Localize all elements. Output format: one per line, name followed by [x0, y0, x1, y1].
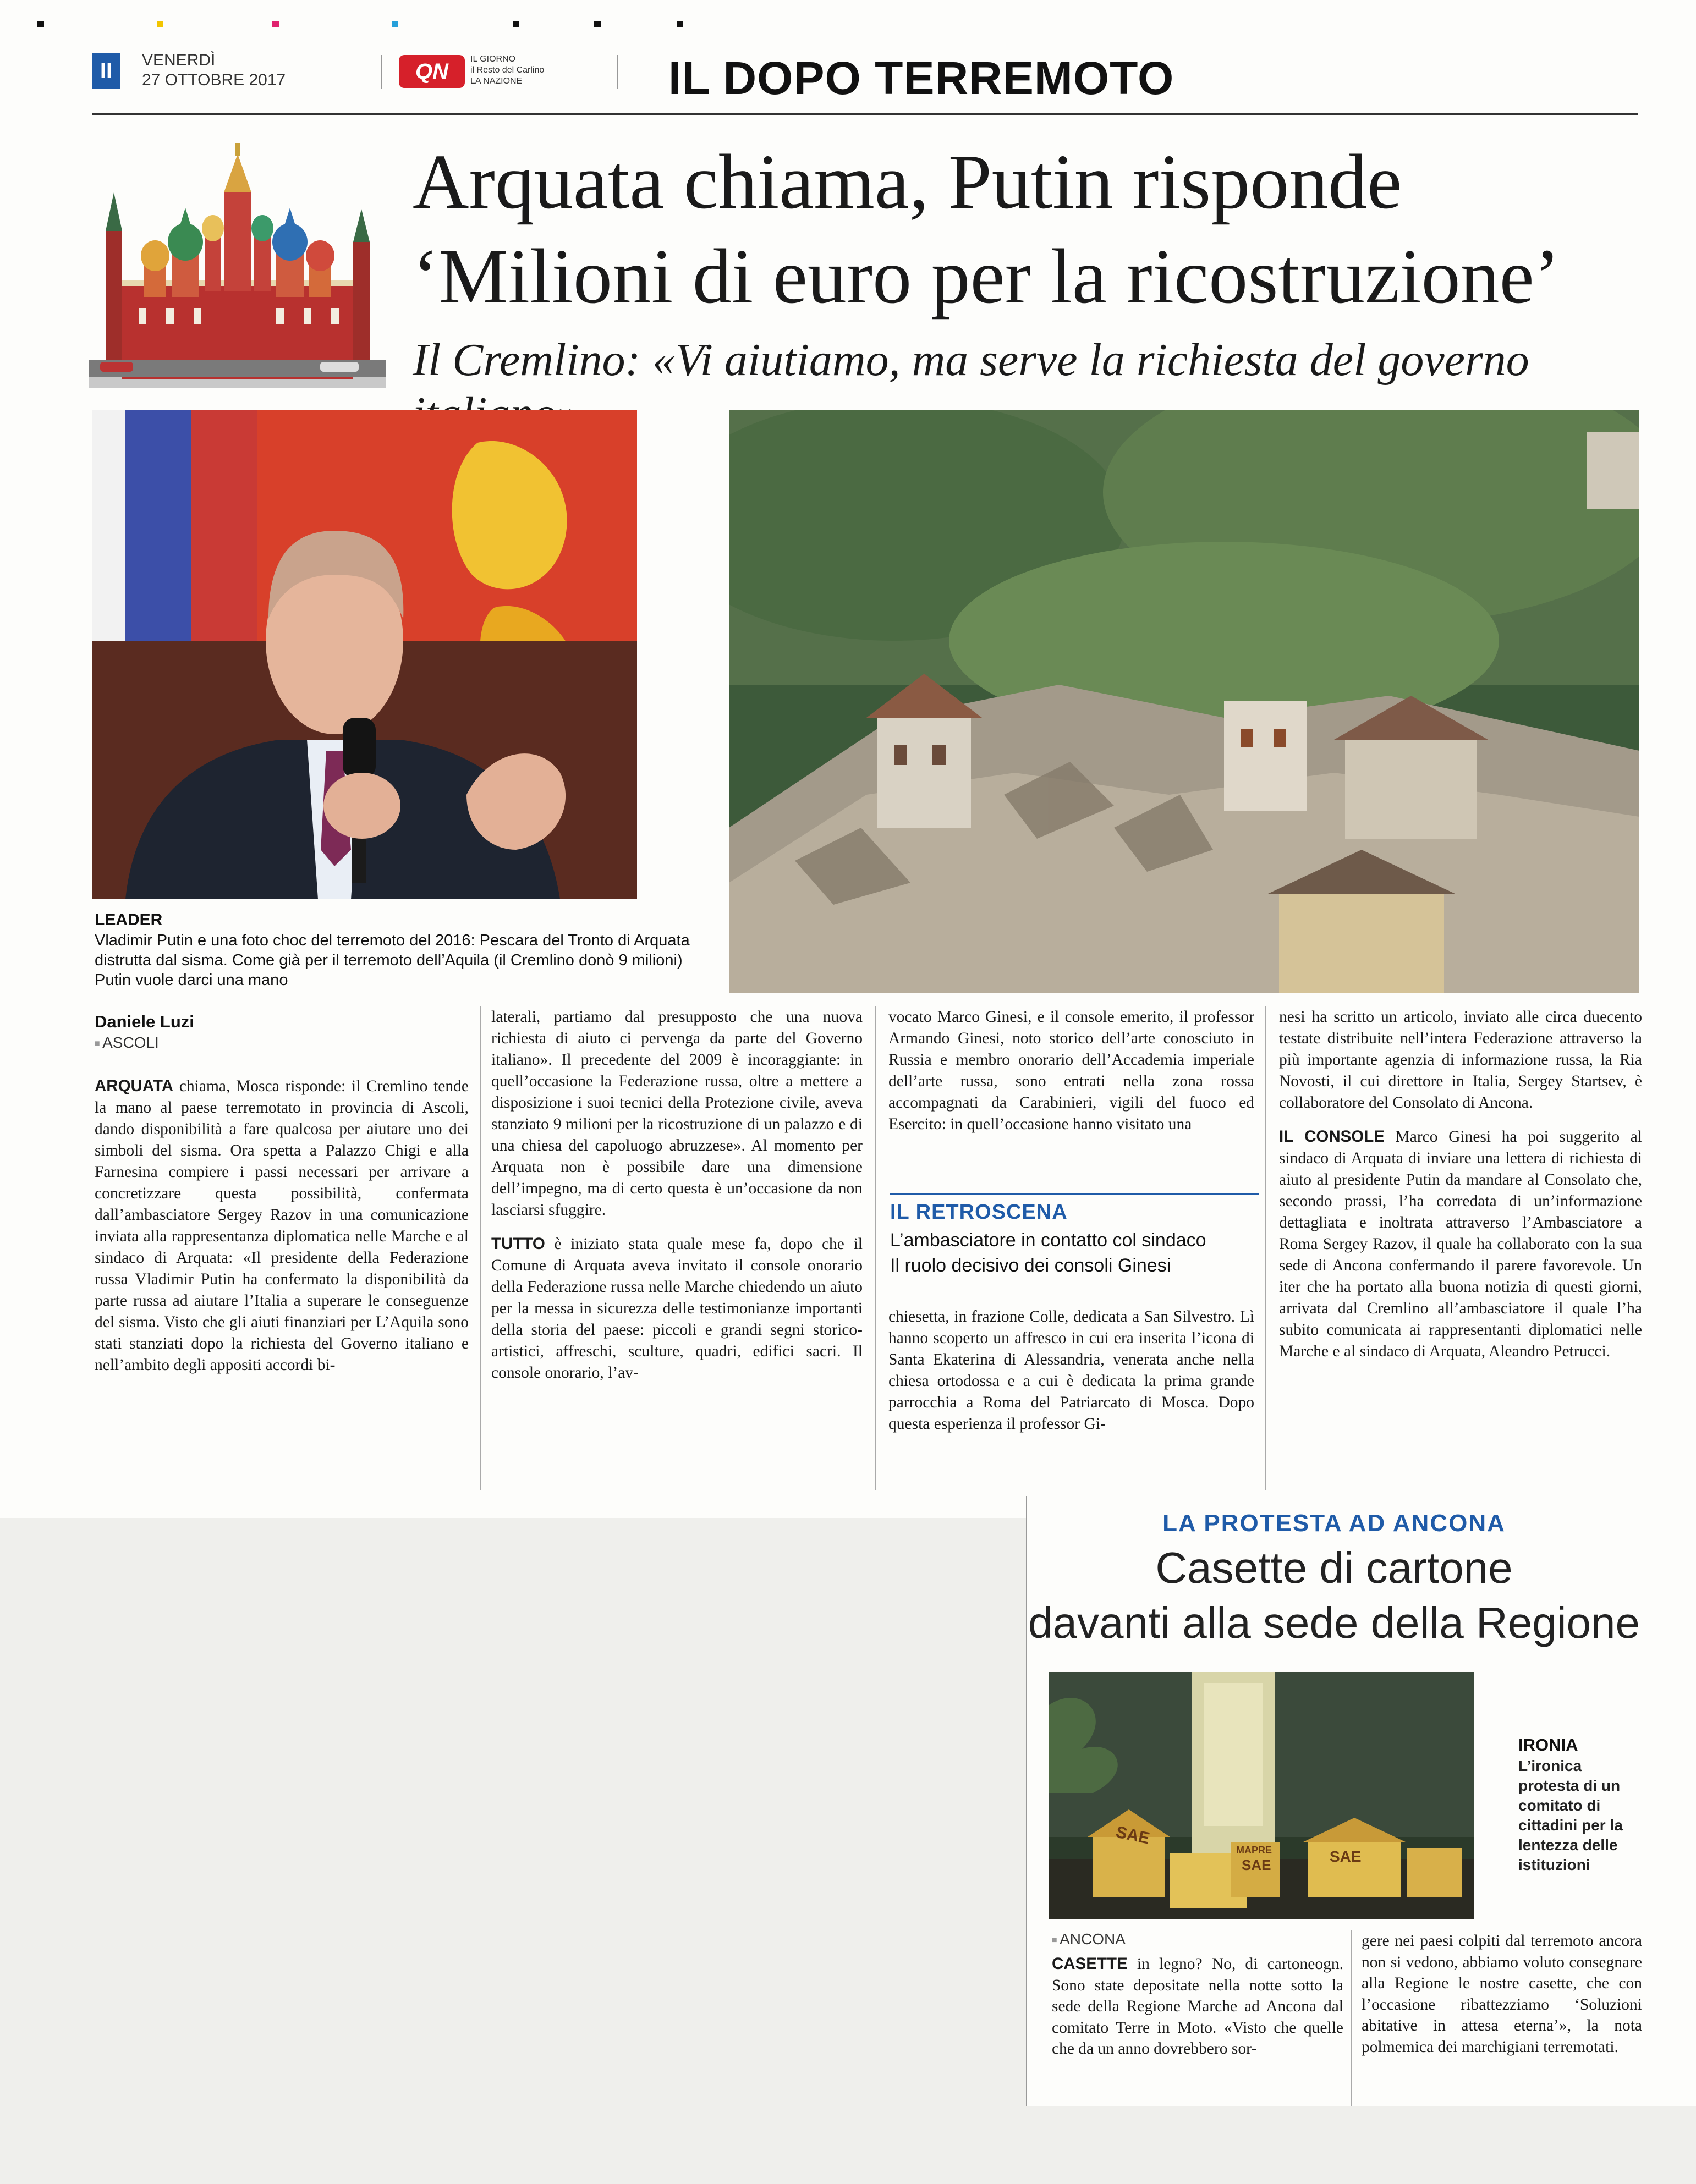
header-rule — [92, 113, 1638, 115]
side-photo-caption: L’ironica protesta di un comitato di cittadini per la lentezza delle istituzioni — [1518, 1757, 1623, 1873]
column-paragraph — [1279, 1126, 1642, 1362]
column-divider — [1351, 1930, 1352, 2106]
registration-mark — [513, 21, 519, 27]
article-column-3b — [888, 1306, 1254, 1435]
side-article-title-1: Casette di cartone — [1155, 1543, 1513, 1592]
side-article-label: LA PROTESTA AD ANCONA — [1162, 1510, 1506, 1537]
registration-mark — [37, 21, 44, 27]
photo-scene — [1049, 1672, 1474, 1919]
section-title: IL DOPO TERREMOTO — [668, 52, 1174, 104]
scan-background — [0, 1518, 1026, 2184]
registration-mark — [677, 21, 683, 27]
retroscena-rule — [890, 1193, 1259, 1195]
kremlin-illustration — [89, 143, 386, 388]
side-dateline: ■ ANCONA — [1052, 1930, 1126, 1948]
retroscena-label: IL RETROSCENA — [890, 1201, 1068, 1224]
cardboard-houses-photo — [1049, 1672, 1474, 1919]
column-text: gere nei paesi colpiti dal terremoto ancora non si vedono, abbiamo voluto consegnare alla Regione le nostre casette, che con l’occasione ribattezziamo ‘Soluzioni abitative in attesa eterna’», la nota polmemica dei marchigiani terremotati. — [1362, 1932, 1642, 2056]
photo-sign: MAPRE — [1236, 1845, 1272, 1856]
registration-mark — [594, 21, 601, 27]
subheadline: Il Cremlino: «Vi aiutiamo, ma serve la richiesta del governo — [413, 334, 1529, 386]
column-text: laterali, partiamo dal presupposto che una nuova richiesta di aiuto ci pervenga da parte del Governo italiano». Il precedente del 2009 è incoraggiante: in quell’occasione la Federazione russa, oltre a mettere a disposizione i suoi tecnici della Protezione civile, aveva stanziato 9 milioni per la ricostruzione di un palazzo e di una chiesa del capoluogo abruzzese». Al momento per Arquata non è possibile dare una dimensione dell’impegno, ma di certo questa è un’occasione da non lasciarsi sfuggire. — [491, 1008, 863, 1219]
article-column-1 — [95, 1075, 469, 1376]
photo-sign: SAE — [1114, 1823, 1151, 1848]
article-column-4 — [1279, 1006, 1642, 1362]
page-number: II — [92, 53, 120, 89]
retroscena-line-2: Il ruolo decisivo dei consoli Ginesi — [890, 1255, 1171, 1276]
newspaper-group-list — [470, 54, 544, 87]
column-text: chiama, Mosca risponde: il Cremlino tende la mano al paese terremotato in provincia di Ascoli, dando disponibilità a fare qualcosa per aiutare uno dei simboli del sisma. Ora spetta a Palazzo Chigi e alla Farnesina compiere i passi necessari per arrivare a concretizzare questa possibilità, confermata dall’ambasciatore Sergey Razov in una comunicazione inviata alla rappresentanza diplomatica nelle Marche e al sindaco di Arquata: «Il presidente della Federazione russa Vladimir Putin ha confermato la disponibilità da parte russa ad aiutare l’Italia a superare le conseguenze del sisma. Visto che gli aiuti finanziari per L’Aquila sono stati stanziati dopo la richiesta del Governo italiano e nell’ambito degli appositi accordi bi- — [95, 1077, 469, 1374]
dateline: ■ ASCOLI — [95, 1034, 159, 1052]
column-text: chiesetta, in frazione Colle, dedicata a San Silvestro. Lì hanno scoperto un affresco in cui era inserita l’icona di Santa Ekaterina di Alessandria, venerata anche nella chiesa ortodossa e a cui è dedicata la prima grande parrocchia a Roma del Patriarcato di Mosca. Dopo questa esperienza il professor Gi- — [888, 1308, 1254, 1433]
column-text: è iniziato stata quale mese fa, dopo che il Comune di Arquata aveva invitato il console onorario della Federazione russa nelle Marche chiedendo un aiuto per la messa in sicurezza delle testimonianze importanti della storia del paese: piccoli e grandi segni storico-artistici, affreschi, sculture, quadri, edifici sacri. Il console onorario, l’av- — [491, 1235, 863, 1382]
article-column-2 — [491, 1006, 863, 1384]
lead-word: TUTTO — [491, 1235, 545, 1253]
qn-logo: QN — [399, 55, 465, 88]
scan-background — [1026, 2106, 1696, 2184]
lead-word: IL CONSOLE — [1279, 1127, 1385, 1146]
headline-line-2: ‘Milioni di euro per la ricostruzione’ — [413, 233, 1560, 320]
photo-caption: Vladimir Putin e una foto choc del terremoto del 2016: Pescara del Tronto di Arquata distrutta dal sisma. Come già per il terremoto dell’Aquila (il Cremlino donò 9 milioni) Putin vuole darci una mano — [95, 932, 690, 989]
earthquake-ruins-photo — [729, 410, 1639, 993]
retroscena-line-1: L’ambasciatore in contatto col sindaco — [890, 1230, 1206, 1251]
side-article-column-1 — [1052, 1954, 1343, 2060]
column-divider — [875, 1006, 876, 1490]
article-column-3 — [888, 1006, 1254, 1135]
day-label: VENERDÌ — [142, 51, 216, 69]
paper-name: IL GIORNO — [470, 54, 516, 64]
column-divider — [1265, 1006, 1266, 1490]
column-text: in legno? No, di cartoneogn. Sono state depositate nella notte sotto la sede della Regione Marche ad Ancona dal comitato Terre in Moto. «Visto che quelle che da un anno dovrebbero sor- — [1052, 1955, 1343, 2058]
header-divider — [617, 55, 618, 89]
column-text: Marco Ginesi ha poi suggerito al sindaco di Arquata di inviare una lettera di richiesta di aiuto al presidente Putin da mandare al Consolato che, secondo prassi, l’ha corredata di un’informazione dettagliata e inoltrata attraverso l’Ambasciatore a Roma Sergey Razov, il quale ha collaborato con la sua sede di Ancona confermando il parere favorevole. Un iter che ha portato alla buona notizia di questi giorni, arrivata dal Cremlino all’ambasciatore il quale l’ha subito comunicata ai rappresentanti diplomatici nelle Marche e al sindaco di Arquata, Aleandro Petrucci. — [1279, 1128, 1642, 1360]
date-label: 27 OTTOBRE 2017 — [142, 71, 286, 89]
column-text: nesi ha scritto un articolo, inviato alle circa duecento testate distribuite nell’intera Federazione attraverso la più importante agenzia di informazione russa, la Ria Novosti, il cui direttore in Italia, Sergey Startsev, è collaboratore del Consolato di Ancona. — [1279, 1008, 1642, 1112]
column-divider — [480, 1006, 481, 1490]
lead-word: ARQUATA — [95, 1077, 174, 1095]
registration-mark — [272, 21, 279, 27]
header-divider — [381, 55, 382, 89]
photo-sign: SAE — [1242, 1857, 1271, 1873]
registration-mark — [392, 21, 398, 27]
side-article-title-2: davanti alla sede della Regione — [1028, 1598, 1640, 1647]
headline-line-1: Arquata chiama, Putin risponde — [413, 138, 1402, 225]
side-article-column-2 — [1362, 1930, 1642, 2058]
photo-sign: SAE — [1330, 1848, 1362, 1865]
paper-name: il Resto del Carlino — [470, 65, 545, 75]
column-text: vocato Marco Ginesi, e il console emerito, il professor Armando Ginesi, noto storico dell’arte conosciuto in Russia e membro onorario dell’Accademia imperiale dell’arte russa, sono entrati nella zona rossa accompagnati da Carabinieri, vigili del fuoco ed Esercito: in quell’occasione hanno visitato una — [888, 1008, 1254, 1133]
paper-name: LA NAZIONE — [470, 76, 523, 86]
putin-photo — [92, 410, 637, 899]
registration-mark — [157, 21, 163, 27]
lead-word: CASETTE — [1052, 1955, 1128, 1973]
side-photo-caption-label: IRONIA — [1518, 1735, 1578, 1754]
photo-caption-label: LEADER — [95, 911, 163, 929]
column-paragraph — [491, 1233, 863, 1384]
publication-date — [142, 51, 286, 90]
byline: Daniele Luzi — [95, 1012, 194, 1031]
